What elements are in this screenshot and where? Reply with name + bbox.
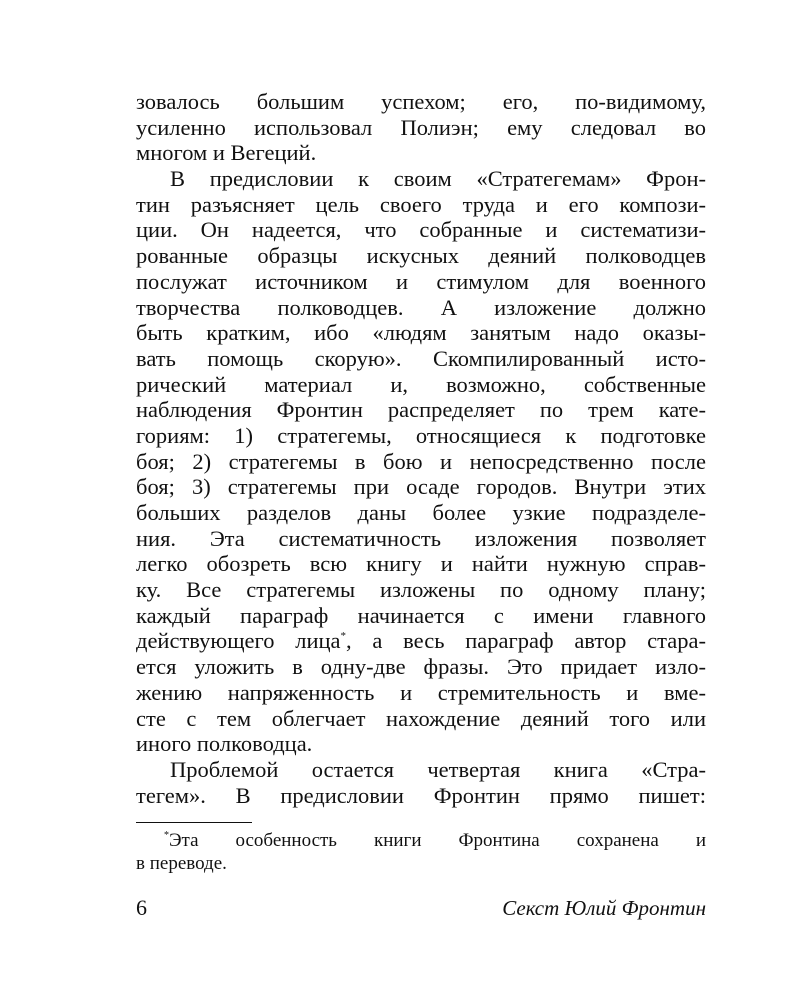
text-line: В предисловии к своим «Стратегемам» Фрон-	[170, 166, 706, 192]
text-fragment: действующего лица	[136, 628, 341, 654]
text-fragment: , а весь параграф автор стара-	[346, 628, 706, 654]
text-line: усиленно использовал Полиэн; ему следовал во	[136, 114, 706, 140]
text-line: тегем». В предисловии Фронтин прямо пишет:	[136, 782, 706, 808]
text-line: рованные образцы искусных деяний полководцев	[136, 243, 706, 269]
text-line: творчества полководцев. А изложение должно	[136, 294, 706, 320]
text-line: каждый параграф начинается с имени главного	[136, 602, 706, 628]
text-line: легко обозреть всю книгу и найти нужную справ-	[136, 551, 706, 577]
text-line: вать помощь скорую». Скомпилированный исто-	[136, 345, 706, 371]
text-line: зовалось большим успехом; его, по-видимому,	[136, 89, 706, 114]
footnote-divider	[136, 822, 252, 823]
text-line: ния. Эта систематичность изложения позволяет	[136, 525, 706, 551]
text-line: боя; 2) стратегемы в бою и непосредственно после	[136, 448, 706, 474]
text-line: быть кратким, ибо «людям занятым надо оказы-	[136, 320, 706, 346]
text-line: ется уложить в одну-две фразы. Это придает изло-	[136, 654, 706, 680]
running-title: Секст Юлий Фронтин	[502, 896, 706, 920]
text-line: Проблемой остается четвертая книга «Стра-	[170, 756, 706, 782]
text-line: гориям: 1) стратегемы, относящиеся к подготовке	[136, 422, 706, 448]
page-number: 6	[136, 895, 147, 920]
text-line: тин разъясняет цель своего труда и его компози-	[136, 191, 706, 217]
text-line: рический материал и, возможно, собственные	[136, 371, 706, 397]
text-line: ции. Он надеется, что собранные и систематизи-	[136, 217, 706, 243]
footnote-mark: *	[164, 830, 169, 841]
text-line: иного полководца.	[136, 731, 313, 757]
text-line: больших разделов даны более узкие подразделе-	[136, 500, 706, 525]
text-line	[136, 628, 706, 654]
footnote-line: в переводе.	[136, 853, 227, 874]
text-line: многом и Вегеций.	[136, 140, 317, 166]
main-text	[136, 89, 706, 808]
text-line: сте с тем облегчает нахождение деяний того или	[136, 705, 706, 731]
text-line: ку. Все стратегемы изложены по одному плану;	[136, 577, 706, 603]
text-line: послужат источником и стимулом для военного	[136, 268, 706, 294]
text-line: наблюдения Фронтин распределяет по трем кате-	[136, 397, 706, 423]
footnote-text: Эта особенность книги Фронтина сохранена и	[169, 830, 706, 851]
footnote-reference: *	[340, 630, 347, 643]
footnote-line	[136, 829, 706, 852]
footnote	[136, 829, 706, 875]
text-line: боя; 3) стратегемы при осаде городов. Внутри этих	[136, 474, 706, 500]
text-line: жению напряженность и стремительность и вме-	[136, 679, 706, 705]
